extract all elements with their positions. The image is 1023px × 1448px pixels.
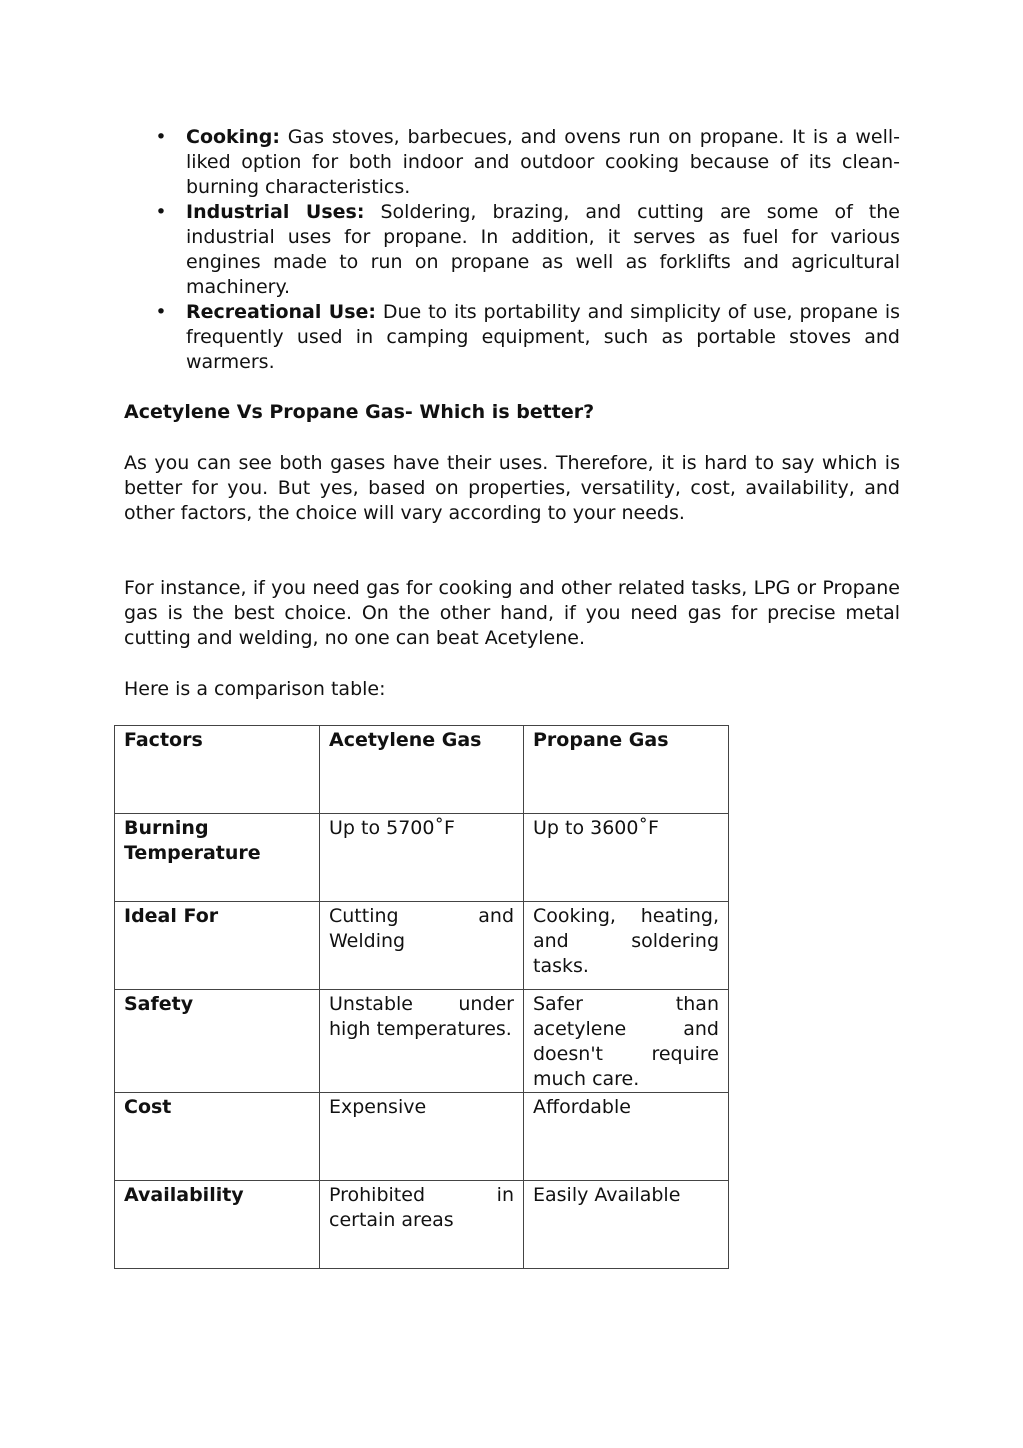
bullet-term: Industrial Uses: [186, 201, 365, 223]
table-row [115, 1093, 729, 1181]
comparison-table [114, 725, 729, 1269]
factor-cell: Safety [115, 990, 320, 1093]
section-heading: Acetylene Vs Propane Gas- Which is better? [124, 401, 595, 423]
acetylene-cell: Expensive [320, 1093, 524, 1181]
bullet-term: Cooking: [186, 126, 280, 148]
bullet-text: Soldering, brazing, and cutting are some of the industrial uses for propane. In addition, it serves as fuel for various engines made to run on propane as well as forklifts and agricultural machinery. [186, 201, 900, 298]
uses-bullet-list [124, 125, 900, 375]
acetylene-cell: Up to 5700˚F [320, 814, 524, 902]
table-row [115, 990, 729, 1093]
factor-cell: Burning Temperature [115, 814, 320, 902]
factor-cell: Ideal For [115, 902, 320, 990]
list-item [124, 200, 900, 300]
factor-cell: Cost [115, 1093, 320, 1181]
bullet-text: Gas stoves, barbecues, and ovens run on propane. It is a well-liked option for both indoor and outdoor cooking because of its clean-burning characteristics. [186, 126, 900, 198]
table-row [115, 814, 729, 902]
propane-cell: Safer than acetylene and doesn't require much care. [524, 990, 729, 1093]
acetylene-cell: Unstable under high temperatures. [320, 990, 524, 1093]
header-cell: Factors [115, 726, 320, 814]
table-row [115, 902, 729, 990]
table-header-row [115, 726, 729, 814]
bullet-text: Due to its portability and simplicity of use, propane is frequently used in camping equipment, such as portable stoves and warmers. [186, 301, 900, 373]
bullet-icon: • [155, 301, 167, 323]
bullet-term: Recreational Use: [186, 301, 377, 323]
propane-cell: Affordable [524, 1093, 729, 1181]
paragraph: For instance, if you need gas for cooking and other related tasks, LPG or Propane gas is the best choice. On the other hand, if you need gas for precise metal cutting and welding, no one can beat Acetylene. [124, 577, 900, 649]
list-item [124, 125, 900, 200]
propane-cell: Up to 3600˚F [524, 814, 729, 902]
list-item [124, 300, 900, 375]
bullet-icon: • [155, 126, 167, 148]
header-cell: Acetylene Gas [320, 726, 524, 814]
acetylene-cell: Cutting and Welding [320, 902, 524, 990]
propane-cell: Cooking, heating, and soldering tasks. [524, 902, 729, 990]
propane-cell: Easily Available [524, 1181, 729, 1269]
header-cell: Propane Gas [524, 726, 729, 814]
table-row [115, 1181, 729, 1269]
factor-cell: Availability [115, 1181, 320, 1269]
bullet-icon: • [155, 201, 167, 223]
acetylene-cell: Prohibited in certain areas [320, 1181, 524, 1269]
paragraph: Here is a comparison table: [124, 678, 386, 700]
paragraph: As you can see both gases have their uses. Therefore, it is hard to say which is better for you. But yes, based on properties, versatility, cost, availability, and other factors, the choice will vary according to your needs. [124, 452, 900, 524]
